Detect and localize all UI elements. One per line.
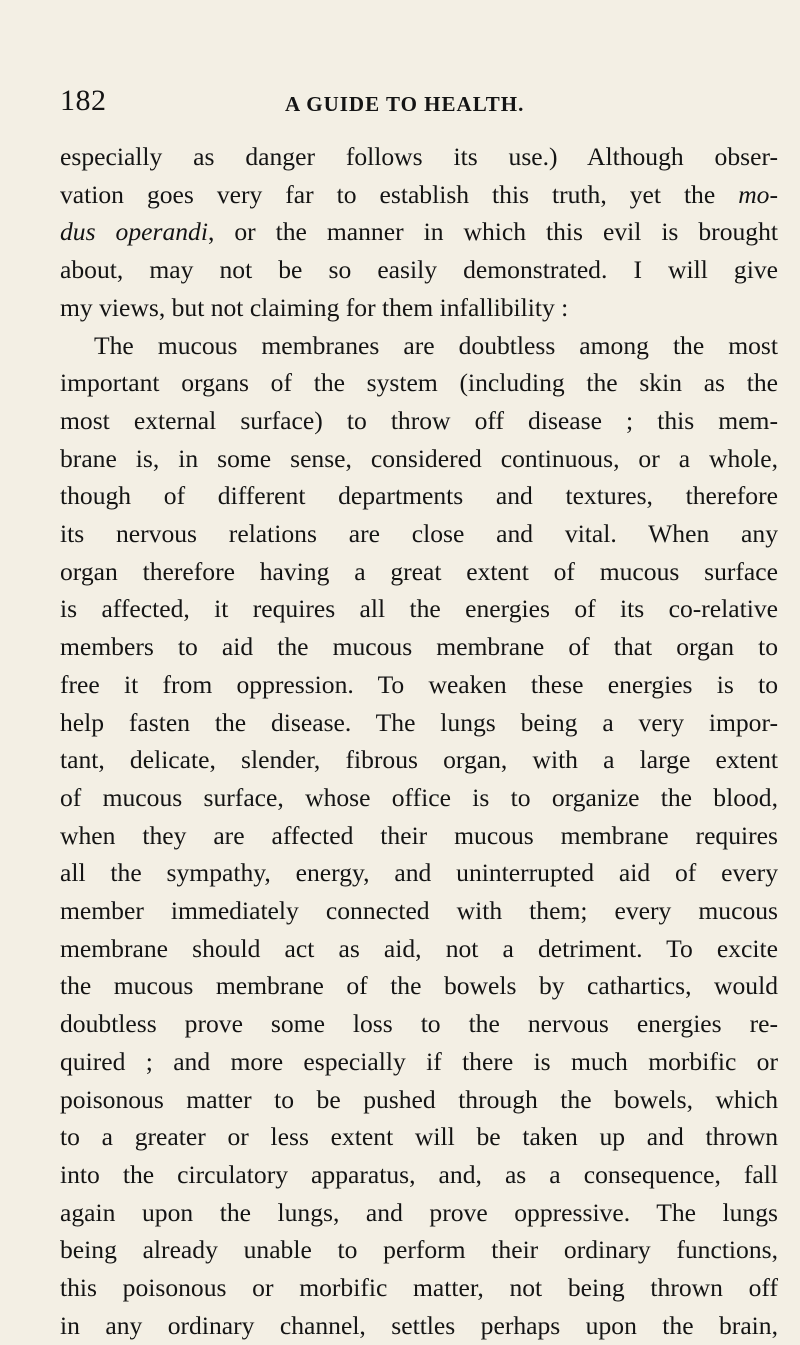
running-head bbox=[60, 84, 780, 118]
text-line: free it from oppression. To weaken these energies is to bbox=[60, 669, 778, 699]
text-line: doubtless prove some loss to the nervous energies re- bbox=[60, 1009, 778, 1039]
text-line: being already unable to perform their ordinary functions, bbox=[60, 1235, 778, 1265]
text-line: my views, but not claiming for them infallibility : bbox=[60, 292, 569, 322]
text-line: when they are affected their mucous membrane requires bbox=[60, 820, 778, 850]
text-line: is affected, it requires all the energies of its co-relative bbox=[60, 594, 778, 624]
text-line: brane is, in some sense, considered continuous, or a whole, bbox=[60, 443, 778, 473]
text-line: to a greater or less extent will be taken up and thrown bbox=[60, 1122, 778, 1152]
italic-phrase: mo- bbox=[738, 179, 778, 209]
text-line: most external surface) to throw off disease ; this mem- bbox=[60, 405, 778, 435]
text-line: members to aid the mucous membrane of that organ to bbox=[60, 632, 778, 662]
text-line: quired ; and more especially if there is much morbific or bbox=[60, 1046, 778, 1076]
text-line: poisonous matter to be pushed through the bowels, which bbox=[60, 1084, 778, 1114]
text-line: tant, delicate, slender, fibrous organ, with a large extent bbox=[60, 745, 778, 775]
text-line: though of different departments and textures, therefore bbox=[60, 481, 778, 511]
text-line: the mucous membrane of the bowels by cathartics, would bbox=[60, 971, 778, 1001]
text-line: important organs of the system (including the skin as the bbox=[60, 368, 778, 398]
text-line: again upon the lungs, and prove oppressive. The lungs bbox=[60, 1197, 778, 1227]
text-line: vation goes very far to establish this truth, yet the mo- bbox=[60, 179, 778, 209]
body-text bbox=[60, 138, 778, 1345]
text-line: The mucous membranes are doubtless among the most bbox=[94, 330, 778, 360]
text-line: of mucous surface, whose office is to organize the blood, bbox=[60, 782, 778, 812]
text-line: in any ordinary channel, settles perhaps upon the brain, bbox=[60, 1310, 778, 1340]
text-line: into the circulatory apparatus, and, as a consequence, fall bbox=[60, 1159, 778, 1189]
text-line: especially as danger follows its use.) Although obser- bbox=[60, 142, 778, 171]
text-line: membrane should act as aid, not a detriment. To excite bbox=[60, 933, 778, 963]
text-line: help fasten the disease. The lungs being a very impor- bbox=[60, 707, 778, 737]
text-line: this poisonous or morbific matter, not being thrown off bbox=[60, 1273, 778, 1303]
text-line: member immediately connected with them; every mucous bbox=[60, 896, 778, 926]
page-number: 182 bbox=[60, 84, 107, 117]
running-title: A GUIDE TO HEALTH. bbox=[285, 92, 525, 116]
text-line: its nervous relations are close and vital. When any bbox=[60, 519, 778, 549]
text-line: about, may not be so easily demonstrated. I will give bbox=[60, 255, 778, 285]
text-line: dus operandi, or the manner in which this evil is brought bbox=[60, 217, 778, 247]
text-line: organ therefore having a great extent of mucous surface bbox=[60, 556, 778, 586]
italic-phrase: dus operandi bbox=[60, 217, 208, 247]
text-line: all the sympathy, energy, and uninterrupted aid of every bbox=[60, 858, 778, 888]
